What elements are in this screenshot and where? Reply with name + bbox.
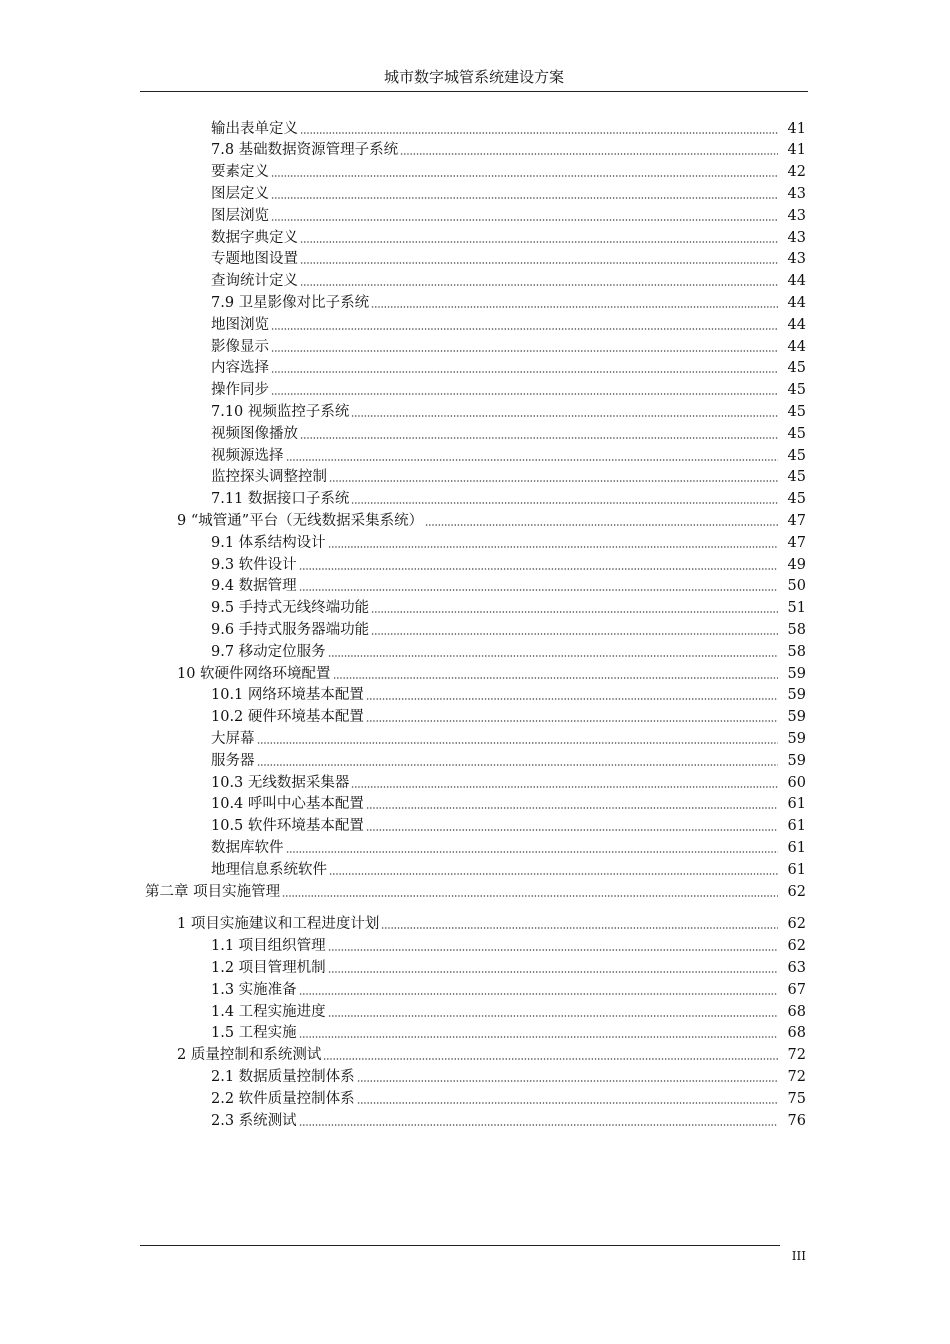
toc-entry-page: 43 bbox=[787, 185, 806, 202]
dot-leader bbox=[357, 1079, 778, 1083]
toc-entry-page: 45 bbox=[787, 403, 806, 420]
toc-entry-label: 2 质量控制和系统测试 bbox=[177, 1047, 322, 1064]
toc-entry-page: 59 bbox=[787, 730, 806, 747]
toc-entry-label: 服务器 bbox=[211, 752, 255, 769]
toc-entry[interactable] bbox=[211, 553, 806, 574]
dot-leader bbox=[271, 218, 778, 222]
toc-entry[interactable] bbox=[177, 912, 806, 933]
toc-entry-page: 45 bbox=[787, 447, 806, 464]
toc-entry[interactable] bbox=[211, 1109, 806, 1130]
toc-entry-page: 42 bbox=[787, 164, 806, 181]
toc-entry[interactable] bbox=[211, 400, 806, 421]
toc-entry[interactable] bbox=[211, 247, 806, 268]
toc-entry[interactable] bbox=[145, 880, 806, 901]
toc-entry[interactable] bbox=[211, 683, 806, 704]
toc-entry-page: 44 bbox=[787, 316, 806, 333]
footer-page-number: III bbox=[791, 1249, 806, 1263]
toc-entry[interactable] bbox=[211, 182, 806, 203]
dot-leader bbox=[425, 523, 778, 527]
dot-leader bbox=[371, 632, 778, 636]
dot-leader bbox=[300, 436, 778, 440]
toc-entry-page: 59 bbox=[787, 687, 806, 704]
toc-entry-page: 72 bbox=[787, 1068, 806, 1085]
dot-leader bbox=[300, 131, 778, 135]
dot-leader bbox=[400, 152, 778, 156]
toc-entry[interactable] bbox=[177, 509, 806, 530]
toc-entry-page: 49 bbox=[787, 556, 806, 573]
toc-entry[interactable] bbox=[211, 1087, 806, 1108]
toc-entry-page: 58 bbox=[787, 643, 806, 660]
dot-leader bbox=[328, 948, 778, 952]
dot-leader bbox=[328, 545, 778, 549]
toc-entry[interactable] bbox=[211, 749, 806, 770]
toc-entry-label: 7.8 基础数据资源管理子系统 bbox=[211, 142, 399, 159]
toc-entry-label: 7.10 视频监控子系统 bbox=[211, 403, 350, 420]
toc-entry[interactable] bbox=[211, 444, 806, 465]
toc-entry-label: 9.3 软件设计 bbox=[211, 556, 297, 573]
toc-entry-label: 监控探头调整控制 bbox=[211, 469, 327, 486]
toc-entry-page: 45 bbox=[787, 425, 806, 442]
toc-entry-page: 45 bbox=[787, 491, 806, 508]
dot-leader bbox=[366, 828, 778, 832]
toc-entry[interactable] bbox=[211, 956, 806, 977]
dot-leader bbox=[300, 261, 778, 265]
toc-entry-label: 数据库软件 bbox=[211, 839, 284, 856]
toc-entry-page: 61 bbox=[787, 861, 806, 878]
dot-leader bbox=[286, 458, 779, 462]
dot-leader bbox=[329, 479, 778, 483]
toc-entry-label: 大屏幕 bbox=[211, 730, 255, 747]
toc-entry[interactable] bbox=[211, 378, 806, 399]
toc-entry[interactable] bbox=[211, 574, 806, 595]
dot-leader bbox=[271, 370, 778, 374]
dot-leader bbox=[271, 392, 778, 396]
toc-entry-label: 9.4 数据管理 bbox=[211, 578, 297, 595]
toc-entry-label: 视频图像播放 bbox=[211, 425, 298, 442]
toc-entry[interactable] bbox=[177, 1043, 806, 1064]
toc-entry[interactable] bbox=[211, 335, 806, 356]
toc-entry-page: 43 bbox=[787, 251, 806, 268]
toc-entry-label: 第二章 项目实施管理 bbox=[145, 883, 281, 900]
dot-leader bbox=[366, 806, 778, 810]
toc-entry-label: 10.2 硬件环境基本配置 bbox=[211, 709, 364, 726]
dot-leader bbox=[329, 872, 778, 876]
dot-leader bbox=[328, 654, 778, 658]
toc-entry[interactable] bbox=[211, 291, 806, 312]
toc-entry[interactable] bbox=[211, 934, 806, 955]
toc-entry-label: 7.9 卫星影像对比子系统 bbox=[211, 294, 370, 311]
toc-entry[interactable] bbox=[211, 596, 806, 617]
toc-entry[interactable] bbox=[211, 705, 806, 726]
toc-entry-label: 9.1 体系结构设计 bbox=[211, 534, 326, 551]
toc-entry-page: 45 bbox=[787, 360, 806, 377]
dot-leader bbox=[299, 567, 778, 571]
dot-leader bbox=[351, 501, 778, 505]
toc-entry-label: 1.5 工程实施 bbox=[211, 1025, 297, 1042]
toc-entry-page: 61 bbox=[787, 796, 806, 813]
toc-entry-page: 58 bbox=[787, 621, 806, 638]
dot-leader bbox=[257, 763, 779, 767]
toc-entry[interactable] bbox=[211, 1065, 806, 1086]
dot-leader bbox=[300, 240, 778, 244]
dot-leader bbox=[299, 1035, 778, 1039]
toc-entry-page: 43 bbox=[787, 229, 806, 246]
dot-leader bbox=[328, 1014, 778, 1018]
toc-entry-page: 72 bbox=[787, 1047, 806, 1064]
dot-leader bbox=[366, 719, 778, 723]
toc-entry-page: 61 bbox=[787, 818, 806, 835]
toc-entry[interactable] bbox=[211, 814, 806, 835]
toc-entry-page: 45 bbox=[787, 382, 806, 399]
toc-entry-page: 61 bbox=[787, 839, 806, 856]
toc-entry[interactable] bbox=[211, 313, 806, 334]
toc-entry-label: 10.4 呼叫中心基本配置 bbox=[211, 796, 364, 813]
toc-entry-page: 41 bbox=[787, 120, 806, 137]
toc-entry[interactable] bbox=[177, 662, 806, 683]
page-header-title: 城市数字城管系统建设方案 bbox=[383, 68, 564, 86]
toc-entry-page: 59 bbox=[787, 665, 806, 682]
toc-entry-label: 9.7 移动定位服务 bbox=[211, 643, 326, 660]
toc-entry-label: 要素定义 bbox=[211, 164, 269, 181]
toc-entry-label: 地理信息系统软件 bbox=[211, 861, 327, 878]
dot-leader bbox=[333, 676, 778, 680]
dot-leader bbox=[299, 992, 778, 996]
toc-entry-page: 44 bbox=[787, 294, 806, 311]
dot-leader bbox=[299, 588, 778, 592]
toc-entry-label: 图层定义 bbox=[211, 185, 269, 202]
dot-leader bbox=[371, 610, 778, 614]
toc-entry[interactable] bbox=[211, 618, 806, 639]
toc-entry-page: 59 bbox=[787, 752, 806, 769]
toc-entry-label: 查询统计定义 bbox=[211, 273, 298, 290]
toc-entry-label: 7.11 数据接口子系统 bbox=[211, 491, 350, 508]
toc-entry[interactable] bbox=[211, 226, 806, 247]
toc-entry-label: 9 “城管通”平台（无线数据采集系统） bbox=[177, 512, 424, 529]
toc-entry-label: 操作同步 bbox=[211, 382, 269, 399]
toc-entry-page: 75 bbox=[787, 1090, 806, 1107]
toc-entry-page: 44 bbox=[787, 273, 806, 290]
toc-entry-label: 专题地图设置 bbox=[211, 251, 298, 268]
toc-entry[interactable] bbox=[211, 1000, 806, 1021]
toc-entry-label: 1.4 工程实施进度 bbox=[211, 1003, 326, 1020]
toc-entry-page: 51 bbox=[787, 600, 806, 617]
toc-entry-page: 44 bbox=[787, 338, 806, 355]
toc-entry-label: 输出表单定义 bbox=[211, 120, 298, 137]
dot-leader bbox=[271, 174, 778, 178]
toc-entry-label: 数据字典定义 bbox=[211, 229, 298, 246]
toc-entry-page: 45 bbox=[787, 469, 806, 486]
toc-entry[interactable] bbox=[211, 160, 806, 181]
dot-leader bbox=[271, 327, 778, 331]
toc-entry-page: 47 bbox=[787, 534, 806, 551]
toc-entry[interactable] bbox=[211, 204, 806, 225]
toc-entry[interactable] bbox=[211, 356, 806, 377]
toc-entry-label: 10.1 网络环境基本配置 bbox=[211, 687, 364, 704]
toc-entry-label: 影像显示 bbox=[211, 338, 269, 355]
toc-entry-page: 47 bbox=[787, 512, 806, 529]
toc-entry[interactable] bbox=[211, 792, 806, 813]
toc-entry[interactable] bbox=[211, 269, 806, 290]
toc-entry-page: 43 bbox=[787, 207, 806, 224]
toc-entry-page: 76 bbox=[787, 1112, 806, 1129]
toc-entry-page: 59 bbox=[787, 709, 806, 726]
toc-entry-page: 62 bbox=[787, 938, 806, 955]
toc-entry[interactable] bbox=[211, 978, 806, 999]
toc-entry-page: 63 bbox=[787, 959, 806, 976]
dot-leader bbox=[323, 1057, 778, 1061]
toc-entry-label: 1.3 实施准备 bbox=[211, 981, 297, 998]
toc-entry[interactable] bbox=[211, 117, 806, 138]
dot-leader bbox=[271, 349, 778, 353]
toc-entry-label: 10 软硬件网络环境配置 bbox=[177, 665, 331, 682]
toc-entry-label: 10.5 软件环境基本配置 bbox=[211, 818, 364, 835]
toc-entry-label: 9.5 手持式无线终端功能 bbox=[211, 600, 370, 617]
toc-entry-label: 图层浏览 bbox=[211, 207, 269, 224]
toc-entry-label: 9.6 手持式服务器端功能 bbox=[211, 621, 370, 638]
dot-leader bbox=[300, 283, 778, 287]
toc-entry-label: 2.2 软件质量控制体系 bbox=[211, 1090, 355, 1107]
dot-leader bbox=[351, 785, 778, 789]
dot-leader bbox=[381, 926, 778, 930]
toc-entry[interactable] bbox=[211, 858, 806, 879]
toc-entry[interactable] bbox=[211, 531, 806, 552]
dot-leader bbox=[357, 1101, 778, 1105]
toc-entry[interactable] bbox=[211, 138, 806, 159]
footer-rule bbox=[140, 1245, 780, 1246]
toc-entry-label: 1.1 项目组织管理 bbox=[211, 938, 326, 955]
dot-leader bbox=[286, 850, 779, 854]
toc-entry[interactable] bbox=[211, 487, 806, 508]
toc-entry[interactable] bbox=[211, 640, 806, 661]
toc-entry-label: 1 项目实施建议和工程进度计划 bbox=[177, 916, 380, 933]
dot-leader bbox=[366, 697, 778, 701]
toc-entry[interactable] bbox=[211, 422, 806, 443]
toc-entry-label: 1.2 项目管理机制 bbox=[211, 959, 326, 976]
toc-entry-page: 68 bbox=[787, 1003, 806, 1020]
toc-entry-label: 10.3 无线数据采集器 bbox=[211, 774, 350, 791]
toc-entry-label: 地图浏览 bbox=[211, 316, 269, 333]
toc-entry-page: 62 bbox=[787, 883, 806, 900]
dot-leader bbox=[371, 305, 778, 309]
dot-leader bbox=[299, 1123, 778, 1127]
toc-entry-label: 2.3 系统测试 bbox=[211, 1112, 297, 1129]
dot-leader bbox=[328, 970, 778, 974]
toc-entry-page: 67 bbox=[787, 981, 806, 998]
toc-entry-page: 68 bbox=[787, 1025, 806, 1042]
toc-entry-page: 60 bbox=[787, 774, 806, 791]
dot-leader bbox=[351, 414, 778, 418]
dot-leader bbox=[271, 196, 778, 200]
dot-leader bbox=[257, 741, 779, 745]
toc-entry-label: 内容选择 bbox=[211, 360, 269, 377]
toc-entry[interactable] bbox=[211, 836, 806, 857]
toc-entry[interactable] bbox=[211, 465, 806, 486]
dot-leader bbox=[282, 894, 778, 898]
toc-entry-page: 62 bbox=[787, 916, 806, 933]
toc-entry-page: 41 bbox=[787, 142, 806, 159]
toc-entry[interactable] bbox=[211, 1021, 806, 1042]
toc-entry[interactable] bbox=[211, 727, 806, 748]
toc-entry-page: 50 bbox=[787, 578, 806, 595]
toc-entry-label: 2.1 数据质量控制体系 bbox=[211, 1068, 355, 1085]
toc-entry[interactable] bbox=[211, 771, 806, 792]
toc-entry-label: 视频源选择 bbox=[211, 447, 284, 464]
